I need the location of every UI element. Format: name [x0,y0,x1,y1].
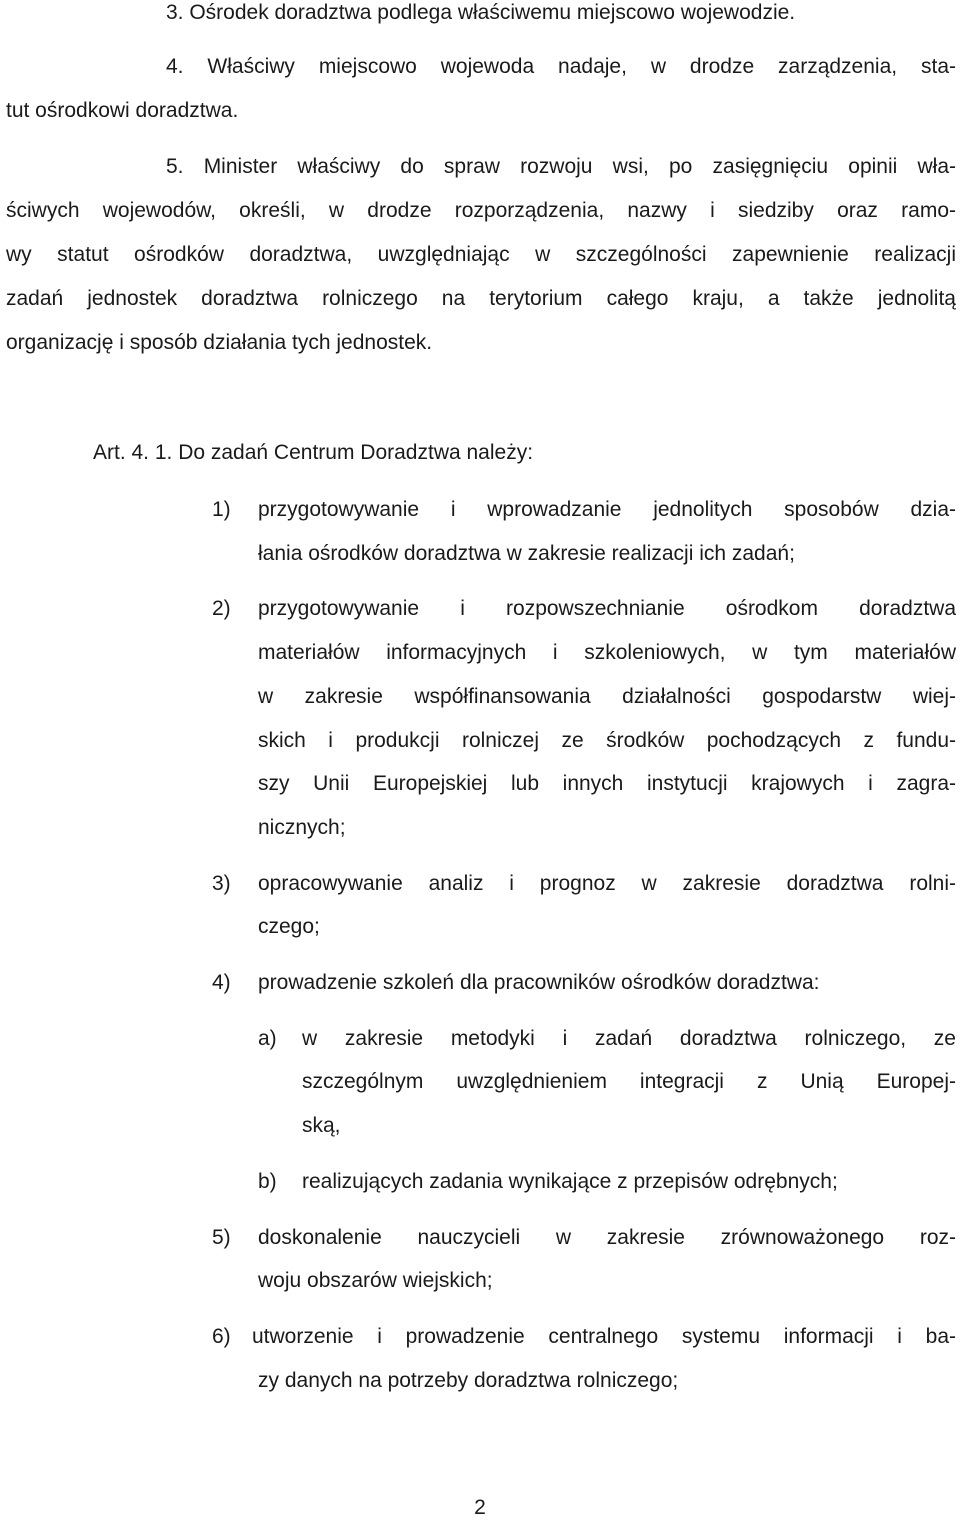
item-2-line-5: szy Unii Europejskiej lub innych instytucji krajowych i zagra- [258,772,956,795]
item-1-number: 1) [212,498,231,521]
item-3-line-1: opracowywanie analiz i prognoz w zakresie doradztwa rolni- [258,872,956,895]
item-4a-letter: a) [258,1027,277,1050]
paragraph-5-line-2: ściwych wojewodów, określi, w drodze rozporządzenia, nazwy i siedziby oraz ramo- [6,199,956,222]
paragraph-4-line-1: 4. Właściwy miejscowo wojewoda nadaje, w drodze zarządzenia, sta- [166,55,956,78]
paragraph-3-line-1: 3. Ośrodek doradztwa podlega właściwemu miejscowo wojewodzie. [166,1,796,24]
item-6-number: 6) [212,1325,231,1348]
item-4-line-1: prowadzenie szkoleń dla pracowników ośrodków doradztwa: [258,971,820,994]
item-6-line-1: utworzenie i prowadzenie centralnego systemu informacji i ba- [252,1325,956,1348]
item-2-number: 2) [212,597,231,620]
item-2-line-4: skich i produkcji rolniczej ze środków pochodzących z fundu- [258,729,956,752]
page-number: 2 [474,1496,486,1519]
item-2-line-6: nicznych; [258,816,346,839]
item-1-line-1: przygotowywanie i wprowadzanie jednolitych sposobów dzia- [258,498,956,521]
item-6-line-2: zy danych na potrzeby doradztwa rolniczego; [258,1369,679,1392]
paragraph-5-line-3: wy statut ośrodków doradztwa, uwzględniając w szczególności zapewnienie realizacji [6,243,956,266]
item-5-number: 5) [212,1226,231,1249]
item-4a-line-1: w zakresie metodyki i zadań doradztwa rolniczego, ze [302,1027,956,1050]
item-2-line-2: materiałów informacyjnych i szkoleniowych, w tym materiałów [258,641,956,664]
paragraph-5-line-1: 5. Minister właściwy do spraw rozwoju wsi, po zasięgnięciu opinii wła- [166,155,956,178]
item-1-line-2: łania ośrodków doradztwa w zakresie realizacji ich zadań; [258,542,795,565]
item-2-line-3: w zakresie współfinansowania działalności gospodarstw wiej- [258,685,956,708]
item-2-line-1: przygotowywanie i rozpowszechnianie ośrodkom doradztwa [258,597,956,620]
paragraph-5-line-5: organizację i sposób działania tych jednostek. [6,331,433,354]
article-4-intro: Art. 4. 1. Do zadań Centrum Doradztwa należy: [93,441,534,464]
item-4-number: 4) [212,971,231,994]
item-4a-line-3: ską, [302,1114,341,1137]
item-3-number: 3) [212,872,231,895]
item-4a-line-2: szczególnym uwzględnieniem integracji z Unią Europej- [302,1070,956,1093]
item-5-line-1: doskonalenie nauczycieli w zakresie zrównoważonego roz- [258,1226,956,1249]
item-4b-letter: b) [258,1170,277,1193]
paragraph-4-line-2: tut ośrodkowi doradztwa. [6,99,239,122]
paragraph-5-line-4: zadań jednostek doradztwa rolniczego na terytorium całego kraju, a także jednolitą [6,287,956,310]
item-5-line-2: woju obszarów wiejskich; [258,1269,493,1292]
item-4b-line-1: realizujących zadania wynikające z przepisów odrębnych; [302,1170,838,1193]
item-3-line-2: czego; [258,915,320,938]
